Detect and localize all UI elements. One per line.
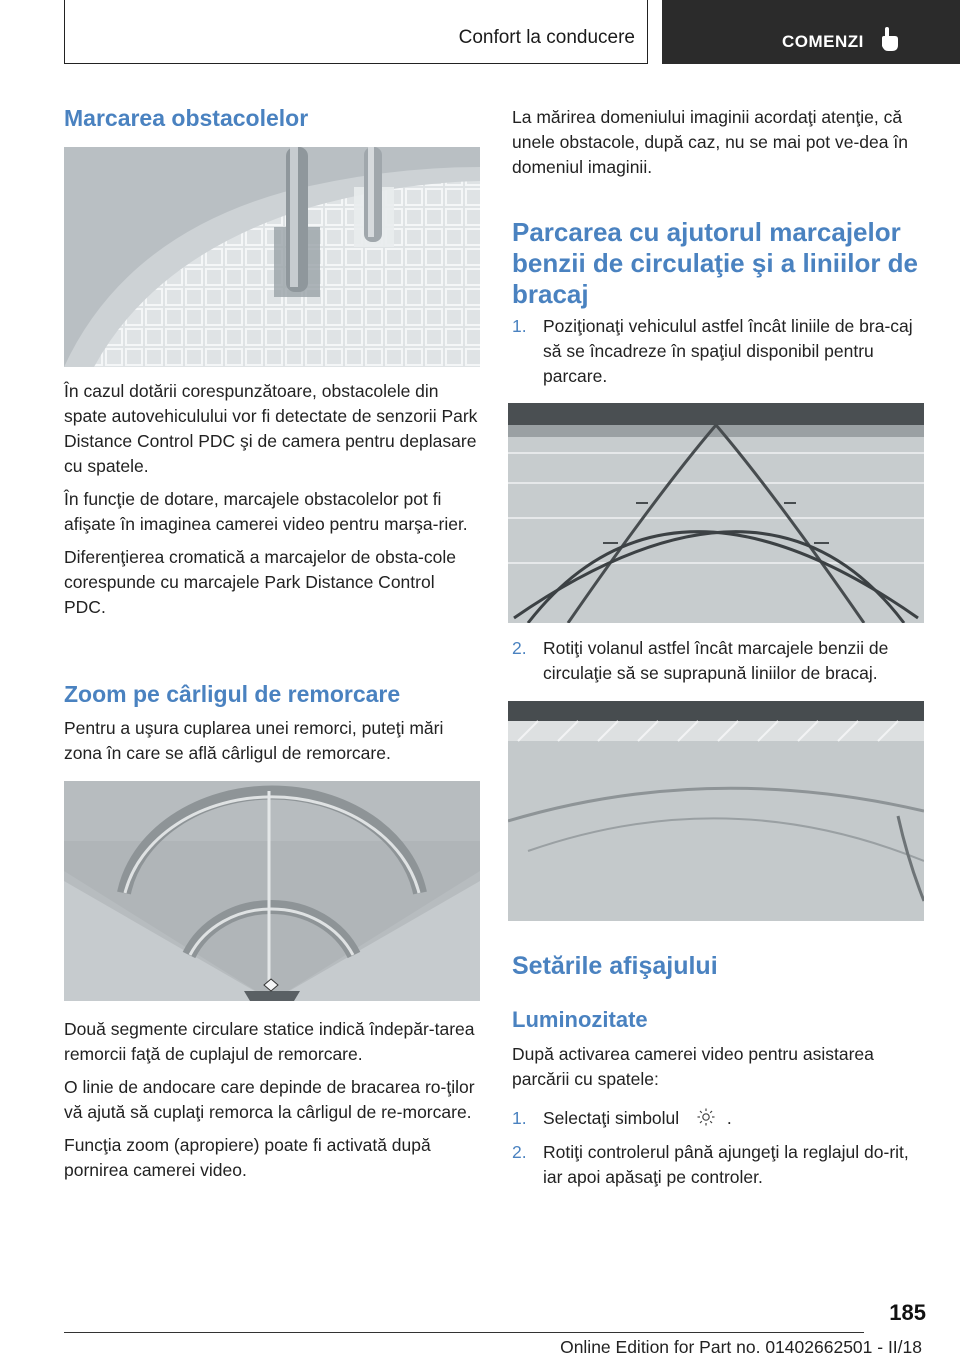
list-item: 1. Poziţionaţi vehiculul astfel încât liniile de bra‐caj să se încadreze în spaţiul disponibil pentru parcare. bbox=[512, 316, 913, 386]
header-chapter-label: COMENZI bbox=[782, 32, 864, 51]
sun-icon bbox=[692, 1108, 720, 1126]
figure-lane-markings bbox=[508, 403, 924, 623]
heading-display-settings: Setările afişajului bbox=[512, 952, 718, 980]
paragraph-color-coding: Diferenţierea cromatică a marcajelor de obsta‐cole corespunde cu marcajele Park Distance Control PDC. bbox=[64, 547, 456, 617]
paragraph-circular-segments: Două segmente circulare statice indică îndepăr‐tarea remorcii faţă de cuplajul de remorcare. bbox=[64, 1019, 475, 1064]
list-item: 2. Rotiţi controlerul până ajungeţi la reglajul do‐rit, iar apoi apăsaţi pe controler. bbox=[512, 1142, 909, 1187]
heading-parking-line-1: Parcarea cu ajutorul marcajelor bbox=[512, 217, 901, 247]
footer-divider bbox=[64, 1332, 864, 1333]
page-number: 185 bbox=[889, 1300, 926, 1325]
paragraph-docking-line: O linie de andocare care depinde de bracarea ro‐ţilor vă ajută să cuplaţi remorca la cârligul de re‐morcare. bbox=[64, 1077, 475, 1122]
paragraph-obstacle-detection: În cazul dotării corespunzătoare, obstacolele din spate autovehiculului vor fi detectate de senzorii Park Distance Control PDC şi de camera pentru deplasare cu spatele. bbox=[64, 381, 478, 476]
steps-parking-1 bbox=[512, 314, 928, 389]
figure-trailer-hitch bbox=[64, 781, 480, 1001]
heading-parking-lines bbox=[512, 217, 932, 310]
heading-parking-line-3: bracaj bbox=[512, 279, 589, 309]
heading-obstacle-markers: Marcarea obstacolelor bbox=[64, 105, 309, 131]
list-item: 1. Selectaţi simbolul . bbox=[512, 1108, 732, 1128]
header-chapter-tab[interactable] bbox=[662, 0, 960, 64]
paragraph-zoom-activation: Funcţia zoom (apropiere) poate fi activată după pornirea camerei video. bbox=[64, 1135, 431, 1180]
header-section-title: Confort la conducere bbox=[458, 27, 635, 48]
header-section-box bbox=[64, 0, 648, 64]
footer-edition: Online Edition for Part no. 01402662501 - II/18 bbox=[560, 1337, 922, 1357]
heading-brightness: Luminozitate bbox=[512, 1007, 648, 1032]
paragraph-obstacle-display: În funcţie de dotare, marcajele obstacolelor pot fi afişate în imaginea camerei video pentru marşa‐rier. bbox=[64, 489, 468, 534]
paragraph-brightness: După activarea camerei video pentru asistarea parcării cu spatele: bbox=[512, 1044, 874, 1089]
steps-brightness bbox=[512, 1106, 928, 1190]
paragraph-zoom-note: La mărirea domeniului imaginii acordaţi atenţie, că unele obstacole, după caz, nu se mai pot ve‐dea în domeniul imaginii. bbox=[512, 107, 908, 177]
hand-pointer-icon bbox=[878, 26, 900, 52]
steps-parking-2 bbox=[512, 636, 928, 686]
figure-obstacle-markers bbox=[64, 147, 480, 367]
heading-trailer-hitch-zoom: Zoom pe cârligul de remorcare bbox=[64, 681, 401, 707]
paragraph-hitch-zoom: Pentru a uşura cuplarea unei remorci, puteţi mări zona în care se află cârligul de remorcare. bbox=[64, 718, 444, 763]
figure-steering-lines bbox=[508, 701, 924, 921]
list-item: 2. Rotiţi volanul astfel încât marcajele benzii de circulaţie să se suprapună liniilor de bracaj. bbox=[512, 638, 889, 683]
heading-parking-line-2: benzii de circulaţie şi a liniilor de bbox=[512, 248, 919, 278]
